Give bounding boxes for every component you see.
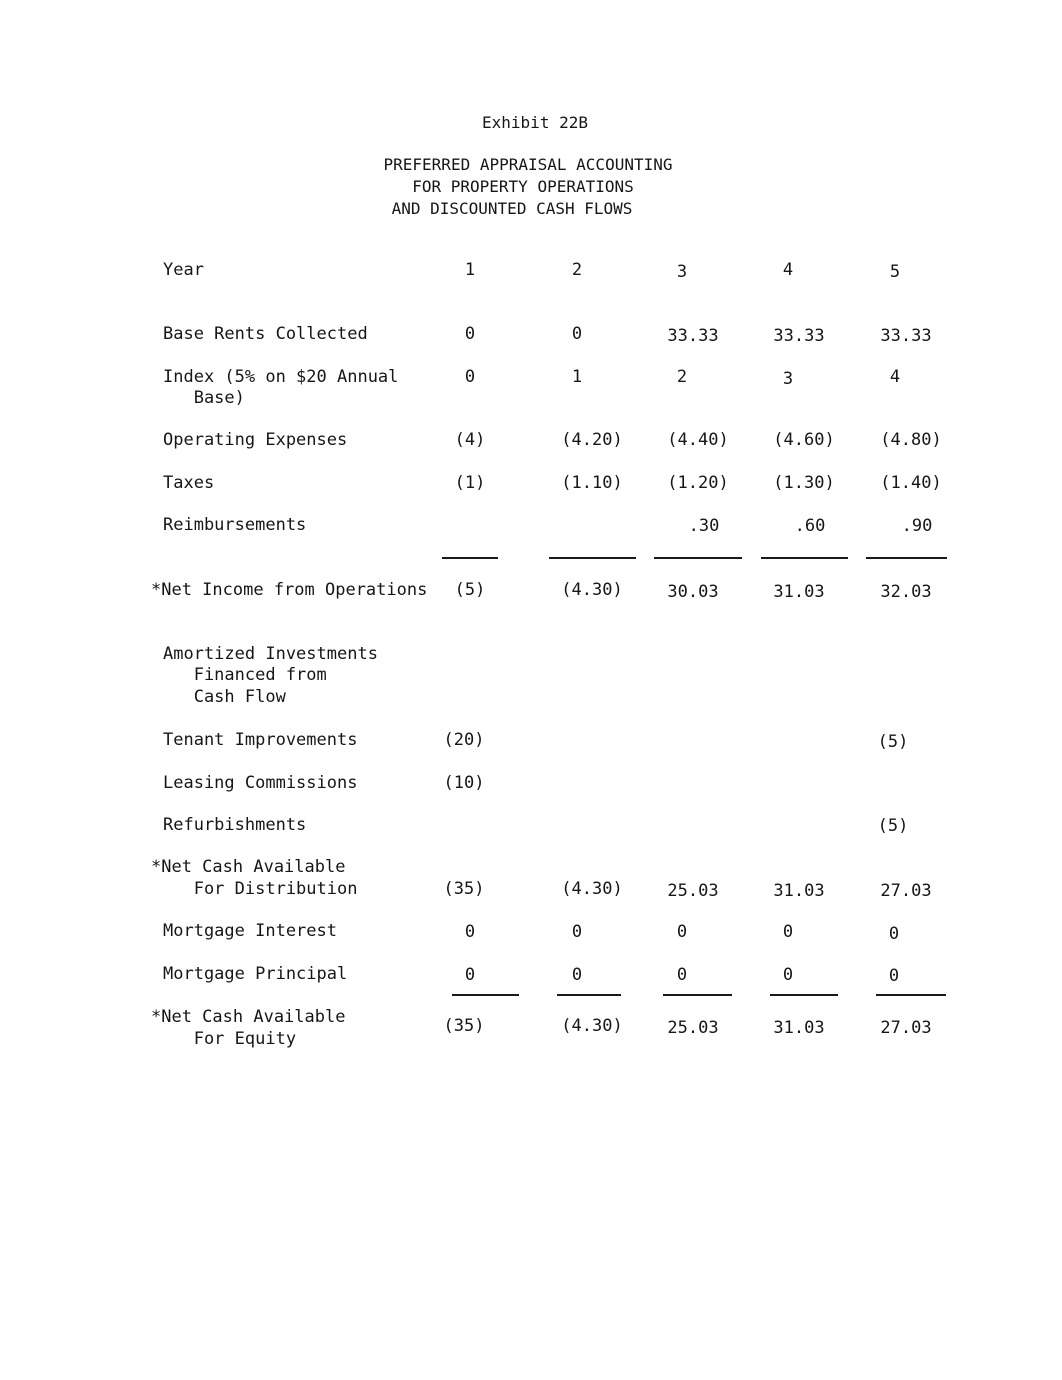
table-cell: 33.33 (880, 326, 932, 346)
table-cell: (4.30) (561, 1016, 623, 1036)
table-cell: 2 (676, 367, 688, 387)
row-label: Reimbursements (163, 515, 307, 535)
exhibit-label: Exhibit 22B (482, 113, 588, 132)
total-rule (557, 994, 621, 996)
table-cell: (4.30) (561, 879, 623, 899)
row-label: Tenant Improvements (163, 730, 358, 750)
table-cell: 33.33 (773, 326, 825, 346)
subtotal-rule (866, 557, 947, 559)
title-line-2: FOR PROPERTY OPERATIONS (412, 177, 634, 196)
row-label: Operating Expenses (163, 430, 348, 450)
table-cell: 25.03 (667, 881, 719, 901)
table-cell: 0 (676, 965, 688, 985)
row-label: Taxes (163, 473, 215, 493)
table-cell: 0 (464, 922, 476, 942)
table-cell: 27.03 (880, 881, 932, 901)
table-cell: 0 (464, 324, 476, 344)
year-header-3: 3 (676, 262, 688, 282)
year-header-4: 4 (782, 260, 794, 280)
table-cell: (10) (443, 773, 485, 793)
year-header-2: 2 (571, 260, 583, 280)
row-label-continued: For Distribution (163, 879, 358, 899)
table-cell: (5) (877, 816, 909, 836)
table-cell: 30.03 (667, 582, 719, 602)
table-cell: 4 (889, 367, 901, 387)
table-cell: (35) (443, 879, 485, 899)
table-cell: 1 (571, 367, 583, 387)
table-cell: 33.33 (667, 326, 719, 346)
table-cell: .60 (794, 516, 826, 536)
table-cell: (5) (454, 580, 486, 600)
subtotal-rule (654, 557, 742, 559)
row-label: Mortgage Interest (163, 921, 337, 941)
row-label: Index (5% on $20 Annual (163, 367, 399, 387)
table-cell: (1.30) (773, 473, 835, 493)
row-label: *Net Cash Available (151, 857, 346, 877)
subtotal-rule (442, 557, 498, 559)
total-rule (876, 994, 946, 996)
year-header-label: Year (163, 260, 204, 280)
row-label-continued: Base) (163, 388, 245, 408)
table-cell: (4) (454, 430, 486, 450)
row-label: Base Rents Collected (163, 324, 368, 344)
row-label: *Net Cash Available (151, 1007, 346, 1027)
table-cell: (4.40) (667, 430, 729, 450)
row-label: Mortgage Principal (163, 964, 348, 984)
table-cell: 3 (782, 369, 794, 389)
table-cell: (5) (877, 732, 909, 752)
table-cell: (1.10) (561, 473, 623, 493)
subtotal-rule (549, 557, 636, 559)
table-cell: 0 (888, 966, 900, 986)
table-cell: 31.03 (773, 582, 825, 602)
row-label-continued: For Equity (163, 1029, 297, 1049)
row-label: Leasing Commissions (163, 773, 358, 793)
table-cell: 0 (888, 924, 900, 944)
table-cell: (4.60) (773, 430, 835, 450)
table-cell: (4.20) (561, 430, 623, 450)
total-rule (770, 994, 838, 996)
table-cell: 0 (782, 965, 794, 985)
table-cell: (1) (454, 473, 486, 493)
table-cell: 32.03 (880, 582, 932, 602)
year-header-5: 5 (889, 262, 901, 282)
subtotal-rule (761, 557, 848, 559)
table-cell: 25.03 (667, 1018, 719, 1038)
total-rule (452, 994, 519, 996)
title-line-1: PREFERRED APPRAISAL ACCOUNTING (383, 155, 673, 174)
table-cell: 31.03 (773, 881, 825, 901)
table-cell: (1.40) (880, 473, 942, 493)
total-rule (663, 994, 732, 996)
row-label: Refurbishments (163, 815, 307, 835)
year-header-1: 1 (464, 260, 476, 280)
section-label-continued: Financed from (163, 665, 327, 685)
table-cell: 0 (571, 922, 583, 942)
table-cell: (4.80) (880, 430, 942, 450)
table-cell: (4.30) (561, 580, 623, 600)
table-cell: .90 (901, 516, 933, 536)
table-cell: 0 (464, 367, 476, 387)
title-line-3: AND DISCOUNTED CASH FLOWS (391, 199, 633, 218)
table-cell: 0 (571, 965, 583, 985)
table-cell: 31.03 (773, 1018, 825, 1038)
section-label-continued: Cash Flow (163, 687, 286, 707)
table-cell: (1.20) (667, 473, 729, 493)
row-label: *Net Income from Operations (151, 580, 428, 600)
table-cell: 27.03 (880, 1018, 932, 1038)
table-cell: .30 (688, 516, 720, 536)
table-cell: (35) (443, 1016, 485, 1036)
table-cell: 0 (464, 965, 476, 985)
table-cell: 0 (676, 922, 688, 942)
table-cell: 0 (782, 922, 794, 942)
section-label: Amortized Investments (163, 644, 378, 664)
table-cell: 0 (571, 324, 583, 344)
table-cell: (20) (443, 730, 485, 750)
